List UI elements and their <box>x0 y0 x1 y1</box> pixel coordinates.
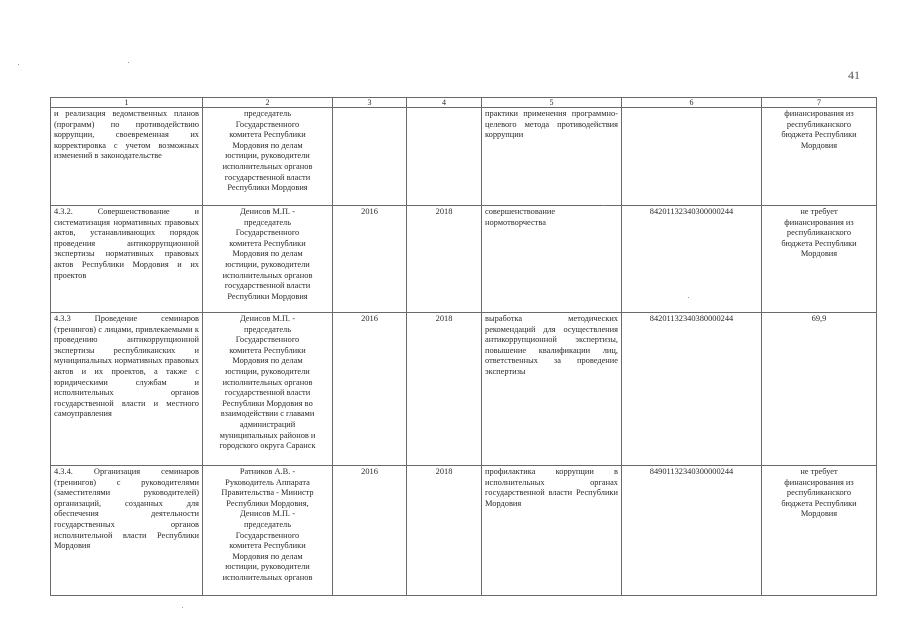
table-row <box>51 108 877 206</box>
budget-code-cell: 84901132340300000244 <box>622 466 762 596</box>
funding-cell: не требует финансирования из республиканского бюджета Республики Мордовия <box>762 466 877 596</box>
header-row <box>51 98 877 108</box>
column-header: 1 <box>51 98 203 108</box>
page-number: 41 <box>848 68 860 82</box>
measure-cell: и реализация ведомственных планов (программ) по противодействию коррупции, своевременная их корректировка с учетом возможных изменений в законодательстве <box>51 108 203 206</box>
table-row <box>51 206 877 313</box>
funding-cell: не требует финансирования из республиканского бюджета Республики Мордовия <box>762 206 877 313</box>
measure-cell: 4.3.2. Совершенствование и систематизация нормативных правовых актов, устанавливающих порядок проведения антикоррупционной экспертизы нормативных правовых актов Республики Мордовия и их проектов <box>51 206 203 313</box>
scan-speck <box>688 297 689 298</box>
measure-cell: 4.3.4. Организация семинаров (тренингов) с руководителями (заместителями руководителей) организаций, созданных для обеспечения деятельности государственных органов исполнительной власти Республики Мордовия <box>51 466 203 596</box>
scan-speck <box>182 607 183 608</box>
start-year-cell: 2016 <box>333 206 407 313</box>
result-cell: совершенствование нормотворчества <box>482 206 622 313</box>
budget-code-cell: 84201132340380000244 <box>622 313 762 466</box>
start-year-cell: 2016 <box>333 313 407 466</box>
scan-speck <box>603 205 604 206</box>
table-row <box>51 313 877 466</box>
start-year-cell <box>333 108 407 206</box>
responsible-cell: Денисов М.П. - председатель Государственного комитета Республики Мордовия по делам юстиции, руководители исполнительных органов государственной власти Республики Мордовия <box>203 206 333 313</box>
column-header: 6 <box>622 98 762 108</box>
column-header: 2 <box>203 98 333 108</box>
result-cell: выработка методических рекомендаций для осуществления антикоррупционной экспертизы, повышение квалификации лиц, ответственных за проведение экспертизы <box>482 313 622 466</box>
measure-cell: 4.3.3 Проведение семинаров (тренингов) с лицами, привлекаемыми к проведению антикоррупционной экспертизы республиканских и муниципальных нормативных правовых актов и их проектов, а также с юридическими службам и исполнительных органов государственной власти и местного самоуправления <box>51 313 203 466</box>
responsible-cell: Денисов М.П. - председатель Государственного комитета Республики Мордовия по делам юстиции, руководители исполнительных органов государственной власти Республики Мордовия во взаимодействии с главами администраций муниципальных районов и городского округа Саранск <box>203 313 333 466</box>
budget-code-cell <box>622 108 762 206</box>
scan-speck <box>128 62 129 63</box>
end-year-cell: 2018 <box>407 466 482 596</box>
responsible-cell: Ратников А.В. - Руководитель Аппарата Правительства - Министр Республики Мордовия, Денисов М.П. - председатель Государственного комитета Республики Мордовия по делам юстиции, руководители исполнительных органов <box>203 466 333 596</box>
table-row <box>51 466 877 596</box>
budget-code-cell: 84201132340300000244 <box>622 206 762 313</box>
start-year-cell: 2016 <box>333 466 407 596</box>
scan-speck <box>18 64 19 65</box>
column-header: 4 <box>407 98 482 108</box>
result-cell: профилактика коррупции в исполнительных органах государственной власти Республики Мордовия <box>482 466 622 596</box>
funding-cell: финансирования из республиканского бюджета Республики Мордовия <box>762 108 877 206</box>
responsible-cell: председатель Государственного комитета Республики Мордовия по делам юстиции, руководители исполнительных органов государственной власти Республики Мордовия <box>203 108 333 206</box>
column-header: 7 <box>762 98 877 108</box>
end-year-cell: 2018 <box>407 206 482 313</box>
measures-table <box>50 97 877 596</box>
funding-cell: 69,9 <box>762 313 877 466</box>
result-cell: практики применения программно-целевого метода противодействия коррупции <box>482 108 622 206</box>
column-header: 3 <box>333 98 407 108</box>
end-year-cell <box>407 108 482 206</box>
end-year-cell: 2018 <box>407 313 482 466</box>
column-header: 5 <box>482 98 622 108</box>
